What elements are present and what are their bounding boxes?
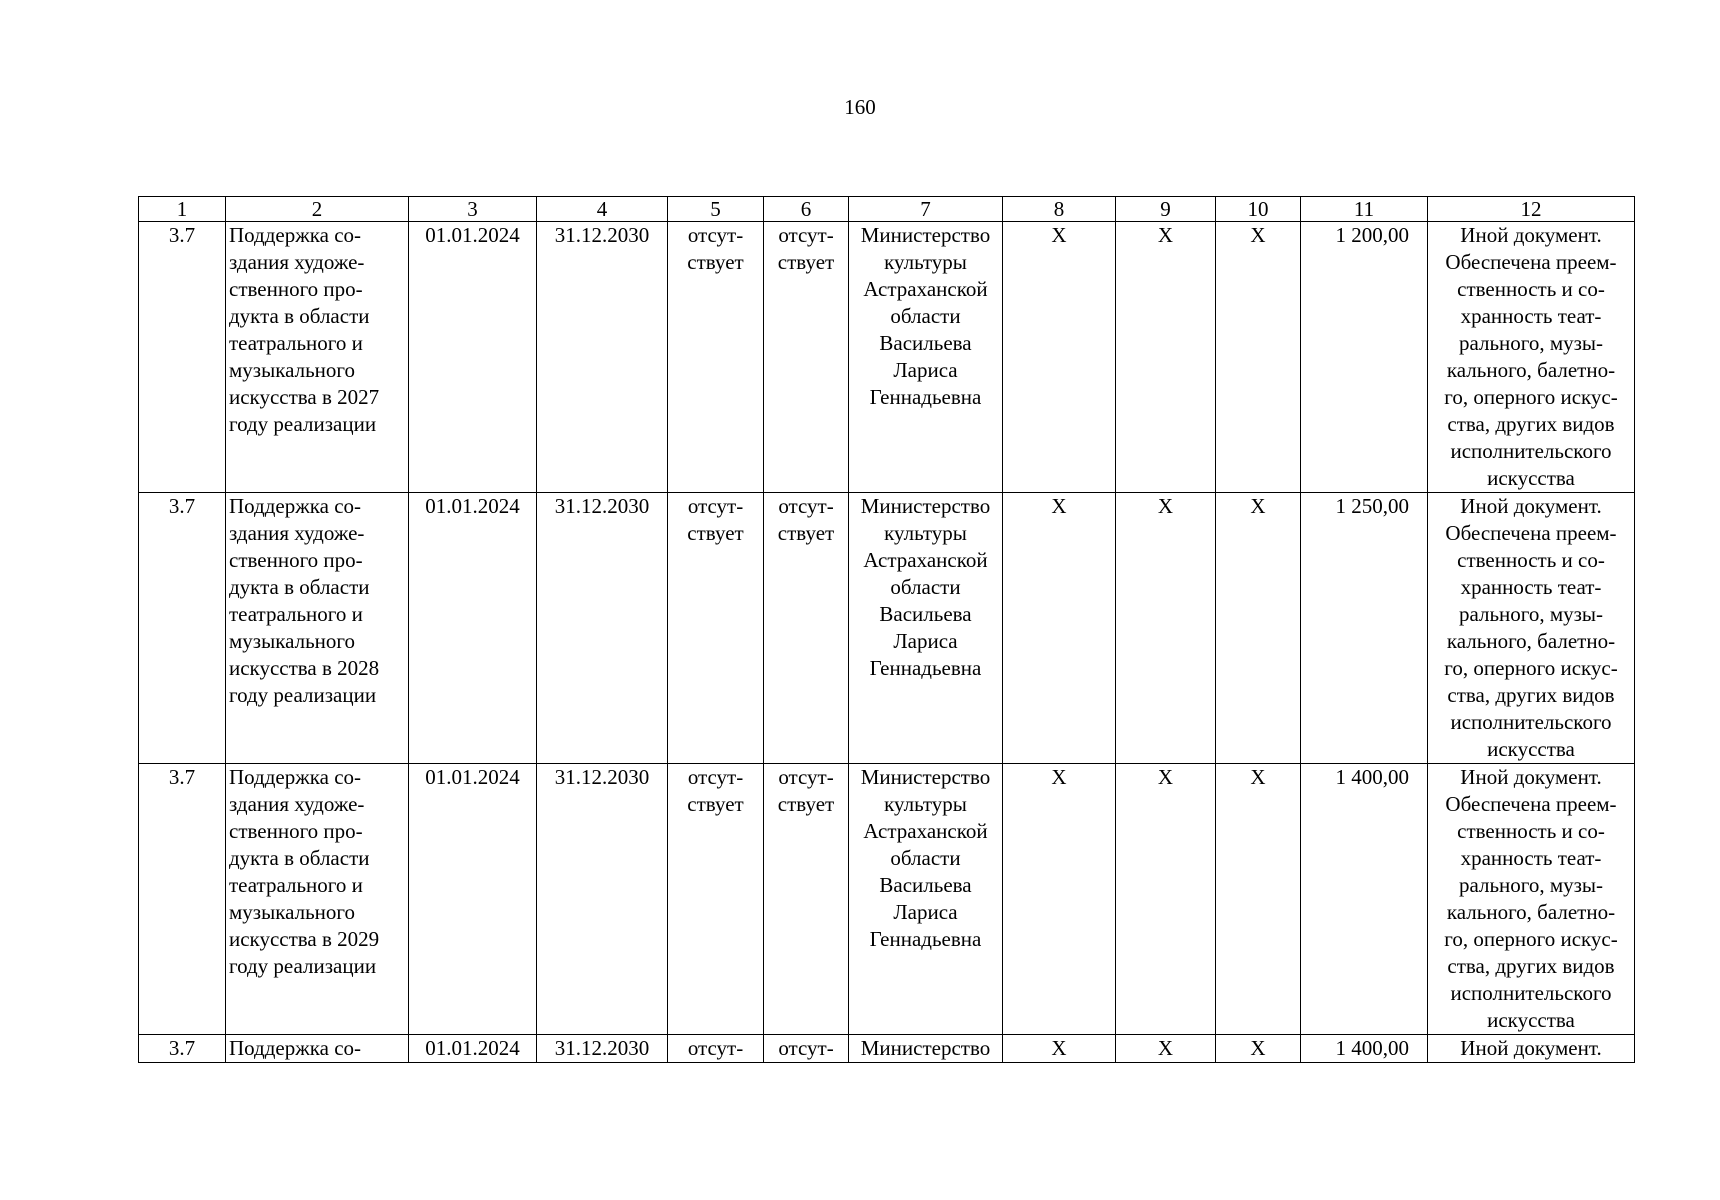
column-8-cell: X [1003, 222, 1116, 493]
cell-line: культуры [884, 792, 967, 816]
cell-line: Иной документ. [1460, 1036, 1602, 1060]
cell-line: театрального и [229, 873, 363, 897]
cell-line: области [890, 575, 961, 599]
cell-line: области [890, 304, 961, 328]
end-date-cell: 31.12.2030 [537, 222, 668, 493]
table-row [139, 493, 1635, 764]
cell-line: году реализации [229, 412, 377, 436]
cell-line: Васильева [879, 331, 972, 355]
cell-line: ства, других видов [1447, 412, 1615, 436]
cell-line: ственного про- [229, 548, 363, 572]
cell-line: отсут- [778, 765, 834, 789]
cell-line: Лариса [893, 900, 958, 924]
cell-line: ствует [687, 250, 744, 274]
cell-line: искусства [1487, 737, 1575, 761]
cell-line: хранность теат- [1460, 846, 1602, 870]
measure-name-cell [226, 1035, 409, 1063]
cell-line: Поддержка со- [229, 765, 362, 789]
column-5-cell [668, 222, 764, 493]
cell-line: Астраханской [863, 548, 988, 572]
page-number: 160 [844, 95, 876, 119]
cell-line: отсут- [687, 494, 744, 518]
cell-line: Министерство [860, 494, 991, 518]
column-header: 11 [1301, 197, 1428, 222]
start-date-cell: 01.01.2024 [409, 764, 537, 1035]
cell-line: году реализации [229, 683, 377, 707]
cell-line: театрального и [229, 331, 363, 355]
cell-line: искусства в 2028 [229, 656, 380, 680]
cell-line: кального, балетно- [1446, 900, 1616, 924]
cell-line: Иной документ. [1460, 494, 1602, 518]
cell-line: Поддержка со- [229, 494, 362, 518]
column-header: 4 [537, 197, 668, 222]
cell-line: исполнительского [1450, 981, 1612, 1005]
column-6-cell [764, 764, 849, 1035]
cell-line: ственного про- [229, 277, 363, 301]
column-9-cell: X [1116, 493, 1216, 764]
cell-line: ственность и со- [1457, 819, 1605, 843]
cell-line: Геннадьевна [869, 385, 982, 409]
cell-line: ствует [687, 792, 744, 816]
result-cell [1428, 493, 1635, 764]
cell-line: музыкального [229, 629, 355, 653]
cell-line: здания художе- [229, 250, 365, 274]
cell-line: Министерство [860, 223, 991, 247]
cell-line: Лариса [893, 358, 958, 382]
cell-line: го, оперного искус- [1444, 927, 1618, 951]
cell-line: здания художе- [229, 792, 365, 816]
column-8-cell: X [1003, 493, 1116, 764]
column-9-cell: X [1116, 222, 1216, 493]
amount-cell: 1 400,00 [1301, 1035, 1428, 1063]
cell-line: го, оперного искус- [1444, 656, 1618, 680]
column-header: 5 [668, 197, 764, 222]
column-10-cell: X [1216, 764, 1301, 1035]
cell-line: кального, балетно- [1446, 629, 1616, 653]
table-row [139, 764, 1635, 1035]
column-8-cell: X [1003, 1035, 1116, 1063]
column-header: 8 [1003, 197, 1116, 222]
cell-line: Поддержка со- [229, 223, 362, 247]
cell-line: ства, других видов [1447, 954, 1615, 978]
row-number-cell: 3.7 [139, 764, 226, 1035]
column-header: 2 [226, 197, 409, 222]
cell-line: году реализации [229, 954, 377, 978]
cell-line: Министерство [860, 765, 991, 789]
executor-cell [849, 222, 1003, 493]
row-number-cell: 3.7 [139, 222, 226, 493]
cell-line: дукта в области [229, 846, 370, 870]
column-header: 12 [1428, 197, 1635, 222]
cell-line: театрального и [229, 602, 363, 626]
cell-line: исполнительского [1450, 710, 1612, 734]
cell-line: здания художе- [229, 521, 365, 545]
column-5-cell [668, 764, 764, 1035]
cell-line: Лариса [893, 629, 958, 653]
column-10-cell: X [1216, 222, 1301, 493]
cell-line: ствует [777, 792, 835, 816]
column-header: 3 [409, 197, 537, 222]
cell-line: отсут- [778, 1036, 834, 1060]
cell-line: Астраханской [863, 819, 988, 843]
cell-line: отсут- [778, 223, 834, 247]
cell-line: ственность и со- [1457, 548, 1605, 572]
document-table [138, 196, 1635, 1063]
cell-line: отсут- [778, 494, 834, 518]
end-date-cell: 31.12.2030 [537, 493, 668, 764]
cell-line: отсут- [687, 1036, 744, 1060]
column-9-cell: X [1116, 764, 1216, 1035]
cell-line: ственного про- [229, 819, 363, 843]
column-header: 1 [139, 197, 226, 222]
cell-line: кального, балетно- [1446, 358, 1616, 382]
cell-line: Иной документ. [1460, 765, 1602, 789]
cell-line: отсут- [687, 223, 744, 247]
executor-cell [849, 764, 1003, 1035]
cell-line: ствует [777, 521, 835, 545]
cell-line: Поддержка со- [229, 1036, 362, 1060]
end-date-cell: 31.12.2030 [537, 1035, 668, 1063]
column-number-header [139, 197, 1635, 222]
cell-line: музыкального [229, 900, 355, 924]
column-8-cell: X [1003, 764, 1116, 1035]
column-5-cell [668, 1035, 764, 1063]
executor-cell [849, 493, 1003, 764]
column-9-cell: X [1116, 1035, 1216, 1063]
cell-line: Обеспечена преем- [1445, 250, 1617, 274]
cell-line: искусства в 2027 [229, 385, 380, 409]
end-date-cell: 31.12.2030 [537, 764, 668, 1035]
column-6-cell [764, 493, 849, 764]
result-cell [1428, 222, 1635, 493]
amount-cell: 1 200,00 [1301, 222, 1428, 493]
column-header: 9 [1116, 197, 1216, 222]
measure-name-cell [226, 493, 409, 764]
column-10-cell: X [1216, 493, 1301, 764]
cell-line: искусства в 2029 [229, 927, 380, 951]
row-number-cell: 3.7 [139, 1035, 226, 1063]
cell-line: отсут- [687, 765, 744, 789]
column-header: 10 [1216, 197, 1301, 222]
cell-line: рального, музы- [1458, 873, 1604, 897]
amount-cell: 1 250,00 [1301, 493, 1428, 764]
table-body [139, 222, 1635, 1063]
cell-line: Иной документ. [1460, 223, 1602, 247]
column-6-cell [764, 1035, 849, 1063]
column-header: 6 [764, 197, 849, 222]
cell-line: Обеспечена преем- [1445, 792, 1617, 816]
row-number-cell: 3.7 [139, 493, 226, 764]
cell-line: искусства [1487, 1008, 1575, 1032]
cell-line: ствует [687, 521, 744, 545]
start-date-cell: 01.01.2024 [409, 1035, 537, 1063]
cell-line: искусства [1487, 466, 1575, 490]
column-header: 7 [849, 197, 1003, 222]
cell-line: хранность теат- [1460, 304, 1602, 328]
cell-line: культуры [884, 521, 967, 545]
cell-line: рального, музы- [1458, 331, 1604, 355]
cell-line: области [890, 846, 961, 870]
cell-line: Васильева [879, 602, 972, 626]
cell-line: дукта в области [229, 304, 370, 328]
cell-line: культуры [884, 250, 967, 274]
measure-name-cell [226, 764, 409, 1035]
cell-line: го, оперного искус- [1444, 385, 1618, 409]
cell-line: ственность и со- [1457, 277, 1605, 301]
column-10-cell: X [1216, 1035, 1301, 1063]
amount-cell: 1 400,00 [1301, 764, 1428, 1035]
cell-line: Министерство [860, 1036, 991, 1060]
cell-line: ствует [777, 250, 835, 274]
column-5-cell [668, 493, 764, 764]
cell-line: хранность теат- [1460, 575, 1602, 599]
column-6-cell [764, 222, 849, 493]
cell-line: исполнительского [1450, 439, 1612, 463]
start-date-cell: 01.01.2024 [409, 493, 537, 764]
cell-line: рального, музы- [1458, 602, 1604, 626]
cell-line: Васильева [879, 873, 972, 897]
cell-line: Обеспечена преем- [1445, 521, 1617, 545]
cell-line: Геннадьевна [869, 927, 982, 951]
cell-line: Астраханской [863, 277, 988, 301]
result-cell [1428, 1035, 1635, 1063]
cell-line: музыкального [229, 358, 355, 382]
result-cell [1428, 764, 1635, 1035]
cell-line: ства, других видов [1447, 683, 1615, 707]
start-date-cell: 01.01.2024 [409, 222, 537, 493]
table-row [139, 222, 1635, 493]
executor-cell [849, 1035, 1003, 1063]
measure-name-cell [226, 222, 409, 493]
cell-line: дукта в области [229, 575, 370, 599]
cell-line: Геннадьевна [869, 656, 982, 680]
table-row [139, 1035, 1635, 1063]
